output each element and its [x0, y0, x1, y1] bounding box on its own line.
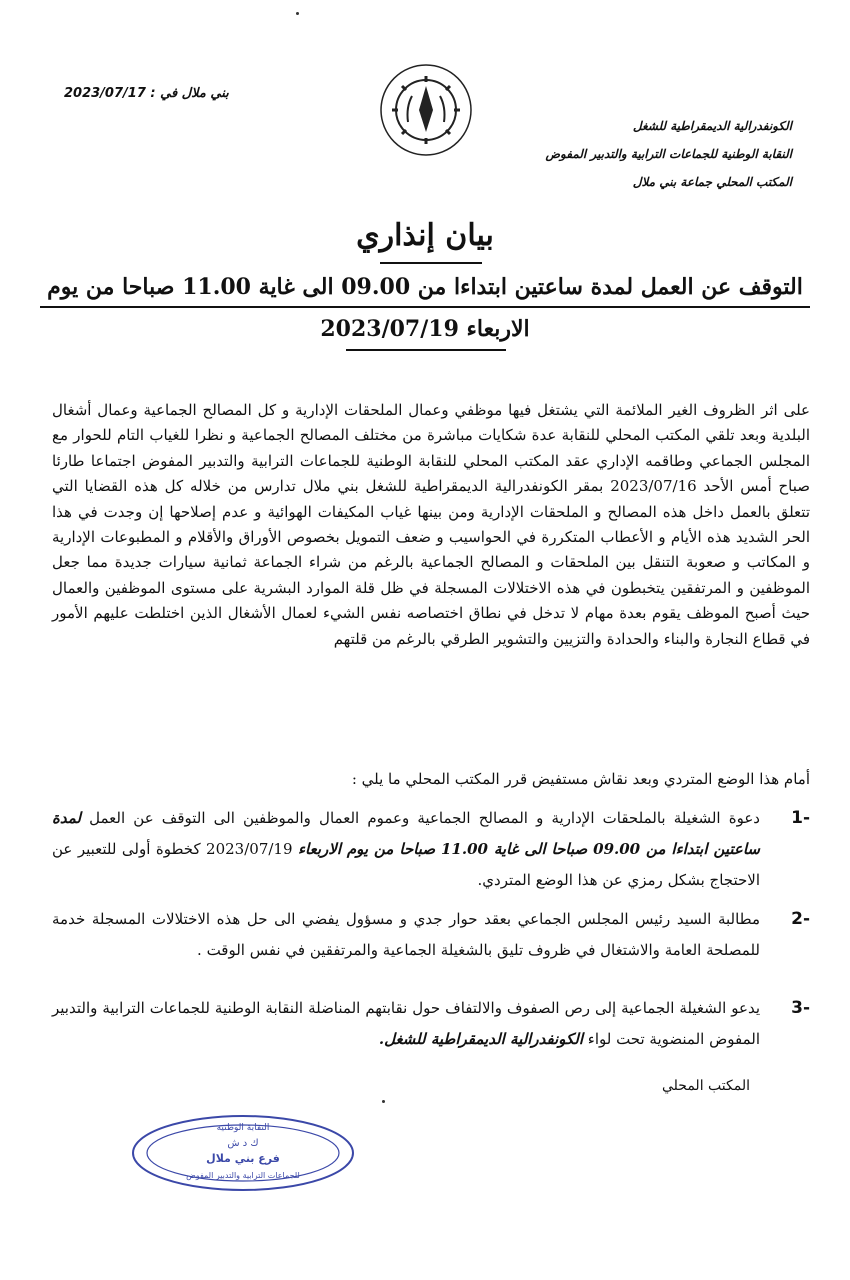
- organization-header: [492, 112, 792, 196]
- scan-speck: [382, 1100, 385, 1103]
- union-stamp-icon: [128, 1112, 358, 1194]
- scan-speck: [296, 12, 299, 15]
- item-text: دعوة الشغيلة بالملحقات الإدارية و المصالح الجماعية وعموم العمال والموظفين الى التوقف عن العمل: [80, 809, 760, 827]
- org-line-office: المكتب المحلي جماعة بني ملال: [632, 175, 792, 189]
- decision-item-2: [52, 904, 810, 966]
- item-text: يدعو الشغيلة الجماعية إلى رص الصفوف والالتفاف حول نقابتهم المناضلة النقابة الوطنية للجماعات الترابية والتدبير المفوض المنضوية تحت لواء: [52, 999, 760, 1048]
- org-line-union: النقابة الوطنية للجماعات الترابية والتدبير المفوض: [545, 147, 792, 161]
- item-text: مطالبة السيد رئيس المجلس الجماعي بعقد حوار جدي و مسؤول يفضي الى حل هذه الاختلالات المسجلة خدمة للمصلحة العامة والاشتغال في ظروف تليق بالشغيلة الجماعية والمرتفقين في نفس الوقت .: [52, 910, 760, 959]
- item-number: -3: [791, 998, 810, 1018]
- body-paragraph: على اثر الظروف الغير الملائمة التي يشتغل فيها موظفي وعمال الملحقات الإدارية و كل المصالح الجماعية وعمال أشغال البلدية وبعد تلقي المكتب المحلي للنقابة عدة شكايات مباشرة من مختلف المصالح الجماعية و نظرا للغياب التام للحوار مع المجلس الجماعي وطاقمه الإداري عقد المكتب المحلي للنقابة الوطنية للجماعات الترابية والتدبير المفوض اجتماعا طارئا صباح أمس الأحد 2023/07/16 بمقر الكونفدرالية الديمقراطية للشغل بني ملال تدارس من خلاله كل هذه القضايا التي تتعلق بالعمل داخل هذه المصالح و الملحقات الإدارية ومن بينها غياب المكيفات الهوائية و عدم إصلاحها إن وجدت في هذا الحر الشديد هذه الأيام و الأعطاب المتكررة في الحواسيب و ضعف التمويل بخصوص الأوراق والأقلام و المطبوعات الإدارية و المكاتب و صعوبة التنقل بين الملحقات و المصالح الجماعية بالرغم من شراء الجماعة ثمانية سيارات جديدة مما جعل الموظفين و المرتفقين يتخبطون في هذه الاختلالات المسجلة في ظل قلة الموارد البشرية على مستوى الموظفين والعمال حيث أصبح الموظف يقوم بعدة مهام لا تدخل في نطاق اختصاصه نفس الشيء لعمال الأشغال الذين اختلطت عليهم الأمور في قطاع النجارة والبناء والحدادة والتزيين والتشوير الطرقي بالرغم من قلتهم: [52, 401, 810, 648]
- item-text-emphasis: لمدة ساعتين ابتداءا من 09.00 صباحا الى غاية 11.00 صباحا من يوم الاربعاء: [52, 809, 760, 858]
- decision-item-3: [52, 993, 810, 1055]
- signature-label: المكتب المحلي: [662, 1078, 750, 1094]
- decision-item-1: [52, 803, 810, 896]
- item-number: -2: [791, 909, 810, 929]
- stamp-line2: ك د ش: [227, 1138, 259, 1149]
- subtitle2-underline: [346, 349, 506, 351]
- item-text-emphasis: الكونفدرالية الديمقراطية للشغل.: [378, 1030, 583, 1048]
- document-subtitle-line1: التوقف عن العمل لمدة ساعتين ابتداءا من 09.00 الى غاية 11.00 صباحا من يوم: [47, 274, 803, 300]
- stamp-line4: للجماعات الترابية والتدبير المفوض: [186, 1171, 300, 1180]
- document-subtitle-line2: الاربعاء 2023/07/19: [320, 316, 530, 342]
- stamp-line3: فرع بني ملال: [206, 1152, 280, 1165]
- stamp-line1: النقابة الوطنية: [216, 1123, 270, 1133]
- cdt-logo-icon: [378, 62, 474, 158]
- document-date: بني ملال في : 2023/07/17: [64, 86, 229, 101]
- title-underline: [380, 262, 482, 264]
- item-number: -1: [791, 808, 810, 828]
- org-line-confederation: الكونفدرالية الديمقراطية للشغل: [632, 119, 792, 133]
- subtitle-underline: [40, 306, 810, 308]
- decisions-intro: أمام هذا الوضع المتردي وبعد نقاش مستفيض قرر المكتب المحلي ما يلي :: [351, 770, 810, 788]
- item-text-end: 2023/07/19 كخطوة أولى للتعبير عن الاحتجاج بشكل رمزي عن هذا الوضع المتردي.: [52, 840, 760, 889]
- document-title: بيان إنذاري: [356, 218, 494, 253]
